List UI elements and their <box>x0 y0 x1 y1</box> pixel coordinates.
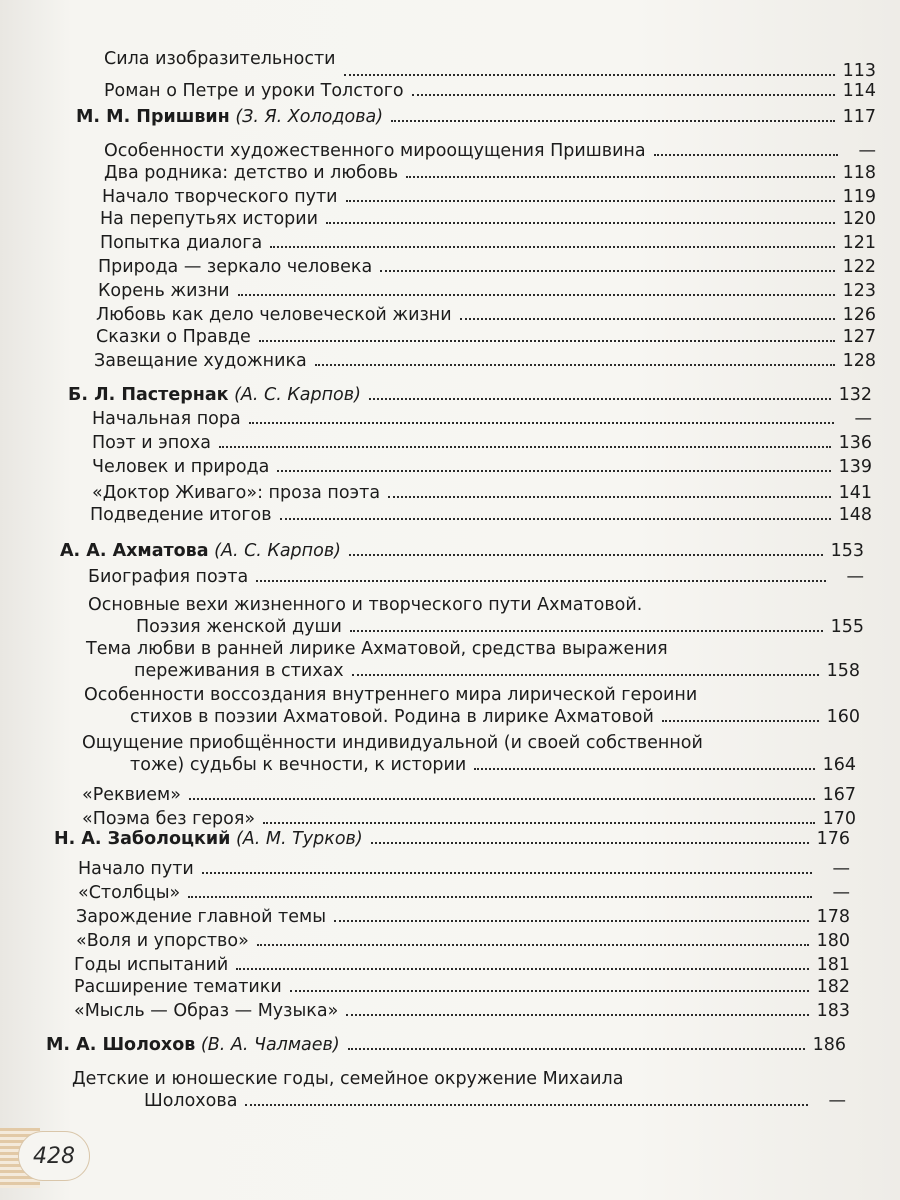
toc-entry-title: Завещание художника <box>94 351 307 371</box>
toc-entry-title: На перепутьях истории <box>100 209 319 229</box>
toc-page: 139 <box>838 457 872 477</box>
toc-page: 136 <box>838 433 872 453</box>
toc-page: 153 <box>830 541 864 561</box>
toc-entry-multiline[interactable] <box>86 638 860 682</box>
toc-entry-title: Годы испытаний <box>74 955 229 975</box>
toc-entry-multiline[interactable] <box>82 732 856 776</box>
toc-page: — <box>854 409 872 429</box>
toc-entry-title: Зарождение главной темы <box>76 907 327 927</box>
toc-entry-title: Начало творческого пути <box>102 187 338 207</box>
toc-entry-title: Природа — зеркало человека <box>98 257 373 277</box>
toc-entry-title: Два родника: детство и любовь <box>104 163 399 183</box>
toc-entry-title-line1: Тема любви в ранней лирике Ахматовой, средства выражения <box>86 639 668 659</box>
editor-name: (А. С. Карпов) <box>234 385 361 405</box>
toc-entry-multiline[interactable] <box>84 684 860 728</box>
toc-page: — <box>828 1091 846 1111</box>
toc-entry[interactable] <box>74 976 850 998</box>
editor-name: (А. М. Турков) <box>235 829 363 849</box>
toc-page: 180 <box>816 931 850 951</box>
toc-author-heading[interactable] <box>60 540 864 562</box>
toc-entry[interactable] <box>98 256 876 278</box>
author-name: М. А. Шолохов <box>46 1035 196 1055</box>
toc-entry[interactable] <box>100 232 876 254</box>
toc-entry[interactable] <box>92 456 872 478</box>
toc-entry-title-line2: Поэзия женской души <box>136 617 342 637</box>
toc-page: 132 <box>838 385 872 405</box>
toc-page: 113 <box>842 61 876 81</box>
toc-page: 119 <box>842 187 876 207</box>
toc-page: 178 <box>816 907 850 927</box>
toc-page: 155 <box>830 617 864 637</box>
toc-page: 121 <box>842 233 876 253</box>
toc-entry-title: Корень жизни <box>98 281 230 301</box>
toc-entry-title: Роман о Петре и уроки Толстого <box>104 81 404 101</box>
toc-author-heading[interactable] <box>54 828 850 850</box>
toc-entry[interactable] <box>104 80 876 102</box>
toc-entry[interactable] <box>74 954 850 976</box>
toc-page: 160 <box>826 707 860 727</box>
toc-entry[interactable] <box>88 566 864 588</box>
toc-entry-title-line1: Ощущение приобщённости индивидуальной (и своей собственной <box>82 733 703 753</box>
toc-page: 183 <box>816 1001 850 1021</box>
toc-entry-title: «Доктор Живаго»: проза поэта <box>92 483 381 503</box>
toc-entry-title: Подведение итогов <box>90 505 272 525</box>
toc-entry-title: Поэт и эпоха <box>92 433 211 453</box>
editor-name: (В. А. Чалмаев) <box>200 1035 340 1055</box>
toc-entry-title-line2: Шолохова <box>144 1091 238 1111</box>
toc-entry[interactable] <box>92 432 872 454</box>
toc-entry[interactable] <box>82 784 856 806</box>
editor-name: (А. С. Карпов) <box>214 541 341 561</box>
page-number: 428 <box>33 1143 75 1169</box>
toc-page: 127 <box>842 327 876 347</box>
toc-page: 123 <box>842 281 876 301</box>
toc-page: — <box>832 859 850 879</box>
toc-entry-title-line2: стихов в поэзии Ахматовой. Родина в лирике Ахматовой <box>130 707 654 727</box>
toc-entry[interactable] <box>78 858 850 880</box>
toc-page: 122 <box>842 257 876 277</box>
toc-page: 117 <box>842 107 876 127</box>
toc-entry-title: Попытка диалога <box>100 233 263 253</box>
toc-entry-leader <box>104 60 876 82</box>
toc-entry[interactable] <box>90 504 872 526</box>
toc-entry-multiline[interactable] <box>88 594 864 638</box>
toc-page: 128 <box>842 351 876 371</box>
toc-entry[interactable] <box>82 808 856 830</box>
author-name: Б. Л. Пастернак <box>68 385 229 405</box>
toc-entry[interactable] <box>76 906 850 928</box>
toc-page: — <box>858 141 876 161</box>
toc-entry[interactable] <box>104 162 876 184</box>
toc-entry-title: Сила изобразительности <box>104 49 336 69</box>
toc-entry-title: «Поэма без героя» <box>82 809 256 829</box>
toc-page: 141 <box>838 483 872 503</box>
toc-author-heading[interactable] <box>76 106 876 128</box>
toc-page: 120 <box>842 209 876 229</box>
page-number-badge <box>18 1131 90 1181</box>
author-name: А. А. Ахматова <box>60 541 209 561</box>
toc-entry[interactable] <box>94 350 876 372</box>
toc-entry[interactable] <box>96 326 876 348</box>
toc-entry-title: Начальная пора <box>92 409 241 429</box>
toc-entry[interactable] <box>92 408 872 430</box>
toc-page: 182 <box>816 977 850 997</box>
toc-entry[interactable] <box>100 208 876 230</box>
toc-page: 170 <box>822 809 856 829</box>
toc-entry[interactable] <box>76 930 850 952</box>
toc-page: 164 <box>822 755 856 775</box>
toc-entry-title: Любовь как дело человеческой жизни <box>96 305 452 325</box>
toc-entry-title-line2: тоже) судьбы к вечности, к истории <box>130 755 467 775</box>
toc-entry-title-line1: Основные вехи жизненного и творческого пути Ахматовой. <box>88 595 643 615</box>
toc-author-heading[interactable] <box>46 1034 846 1056</box>
toc-page: 176 <box>816 829 850 849</box>
toc-entry-title: Сказки о Правде <box>96 327 251 347</box>
toc-entry-title-line1: Детские и юношеские годы, семейное окружение Михаила <box>72 1069 624 1089</box>
toc-entry[interactable] <box>92 482 872 504</box>
toc-page: — <box>832 883 850 903</box>
toc-page: 167 <box>822 785 856 805</box>
toc-entry-title: «Воля и упорство» <box>76 931 249 951</box>
toc-entry-title: «Столбцы» <box>78 883 181 903</box>
toc-entry[interactable] <box>98 280 876 302</box>
toc-entry[interactable] <box>74 1000 850 1022</box>
toc-page: 186 <box>812 1035 846 1055</box>
toc-entry-title: Биография поэта <box>88 567 249 587</box>
toc-entry-title: «Реквием» <box>82 785 181 805</box>
toc-entry-title: Человек и природа <box>92 457 270 477</box>
toc-entry-title: Расширение тематики <box>74 977 282 997</box>
toc-entry[interactable] <box>104 140 876 162</box>
author-name: Н. А. Заболоцкий <box>54 829 231 849</box>
toc-entry[interactable] <box>78 882 850 904</box>
toc-page: 181 <box>816 955 850 975</box>
toc-page: 126 <box>842 305 876 325</box>
toc-entry-title: Начало пути <box>78 859 194 879</box>
toc-entry[interactable] <box>96 304 876 326</box>
toc-entry-title-line2: переживания в стихах <box>134 661 344 681</box>
toc-author-heading[interactable] <box>68 384 872 406</box>
toc-page: 114 <box>842 81 876 101</box>
toc-page: 148 <box>838 505 872 525</box>
toc-entry-title: Особенности художественного мироощущения Пришвина <box>104 141 646 161</box>
toc-entry-multiline[interactable] <box>72 1068 846 1112</box>
toc-entry[interactable] <box>102 186 876 208</box>
toc-page: — <box>846 567 864 587</box>
author-name: М. М. Пришвин <box>76 107 230 127</box>
toc-entry-title: «Мысль — Образ — Музыка» <box>74 1001 339 1021</box>
editor-name: (З. Я. Холодова) <box>235 107 384 127</box>
toc-page: 158 <box>826 661 860 681</box>
toc-entry-title-line1: Особенности воссоздания внутреннего мира лирической героини <box>84 685 698 705</box>
toc-page: 118 <box>842 163 876 183</box>
